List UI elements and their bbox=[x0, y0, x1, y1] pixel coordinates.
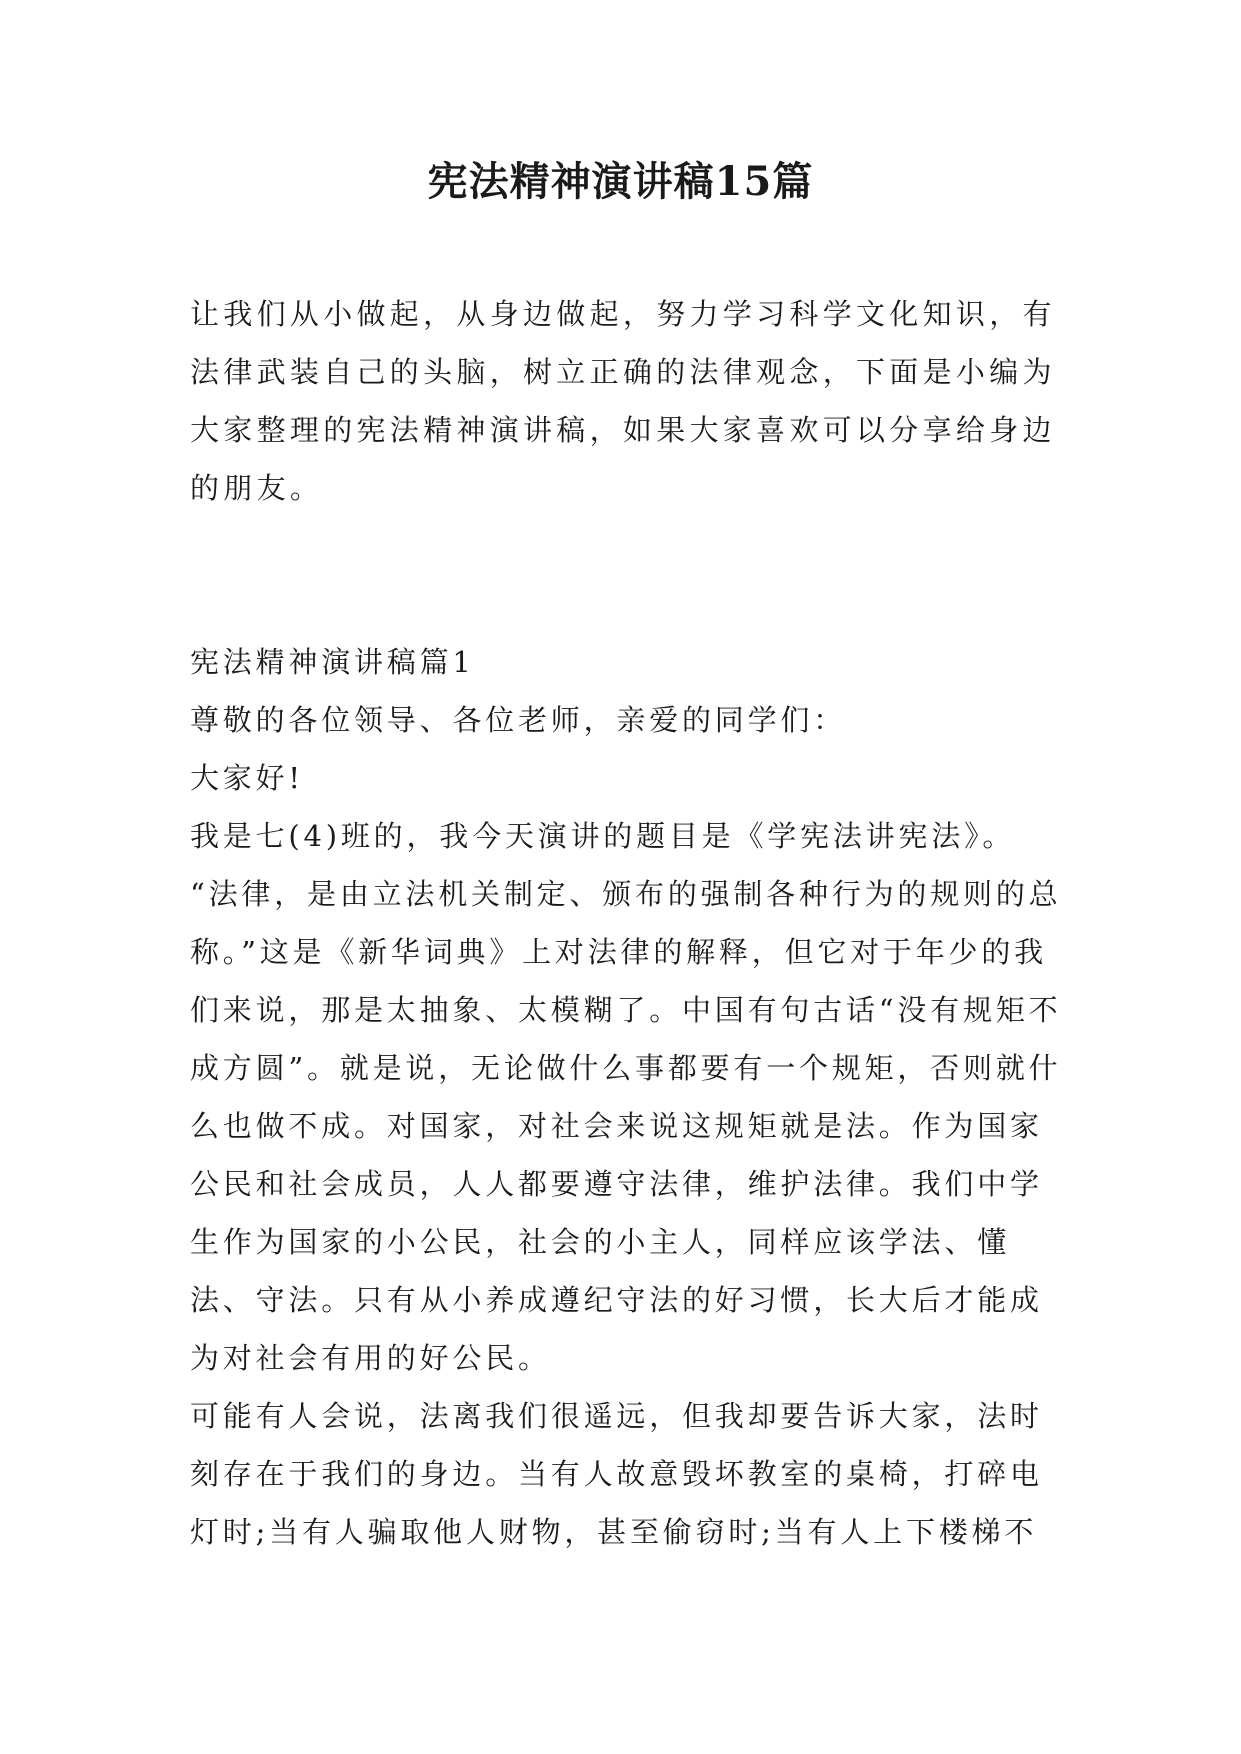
body-paragraph: 我是七(4)班的，我今天演讲的题目是《学宪法讲宪法》。 bbox=[190, 819, 1016, 853]
section-heading: 宪法精神演讲稿篇1 bbox=[190, 645, 475, 679]
salutation: 尊敬的各位领导、各位老师，亲爱的同学们： bbox=[190, 703, 847, 737]
document-title: 宪法精神演讲稿15篇 bbox=[427, 158, 814, 205]
greeting: 大家好! bbox=[190, 761, 304, 795]
intro-paragraph: 让我们从小做起，从身边做起，努力学习科学文化知识，有法律武装自己的头脑，树立正确的法律观念，下面是小编为大家整理的宪法精神演讲稿，如果大家喜欢可以分享给身边的朋友。 bbox=[190, 297, 1056, 505]
body-paragraph: “法律，是由立法机关制定、颁布的强制各种行为的规则的总称。”这是《新华词典》上对法律的解释，但它对于年少的我们来说，那是太抽象、太模糊了。中国有句古话“没有规矩不成方圆”。就是说，无论做什么事都要有一个规矩，否则就什么也做不成。对国家，对社会来说这规矩就是法。作为国家公民和社会成员，人人都要遵守法律，维护法律。我们中学生作为国家的小公民，社会的小主人，同样应该学法、懂法、守法。只有从小养成遵纪守法的好习惯，长大后才能成为对社会有用的好公民。 bbox=[190, 877, 1062, 1375]
document-body bbox=[190, 633, 1070, 1561]
body-paragraph: 可能有人会说，法离我们很遥远，但我却要告诉大家，法时刻存在于我们的身边。当有人故意毁坏教室的桌椅，打碎电灯时;当有人骗取他人财物，甚至偷窃时;当有人上下楼梯不 bbox=[190, 1399, 1043, 1549]
